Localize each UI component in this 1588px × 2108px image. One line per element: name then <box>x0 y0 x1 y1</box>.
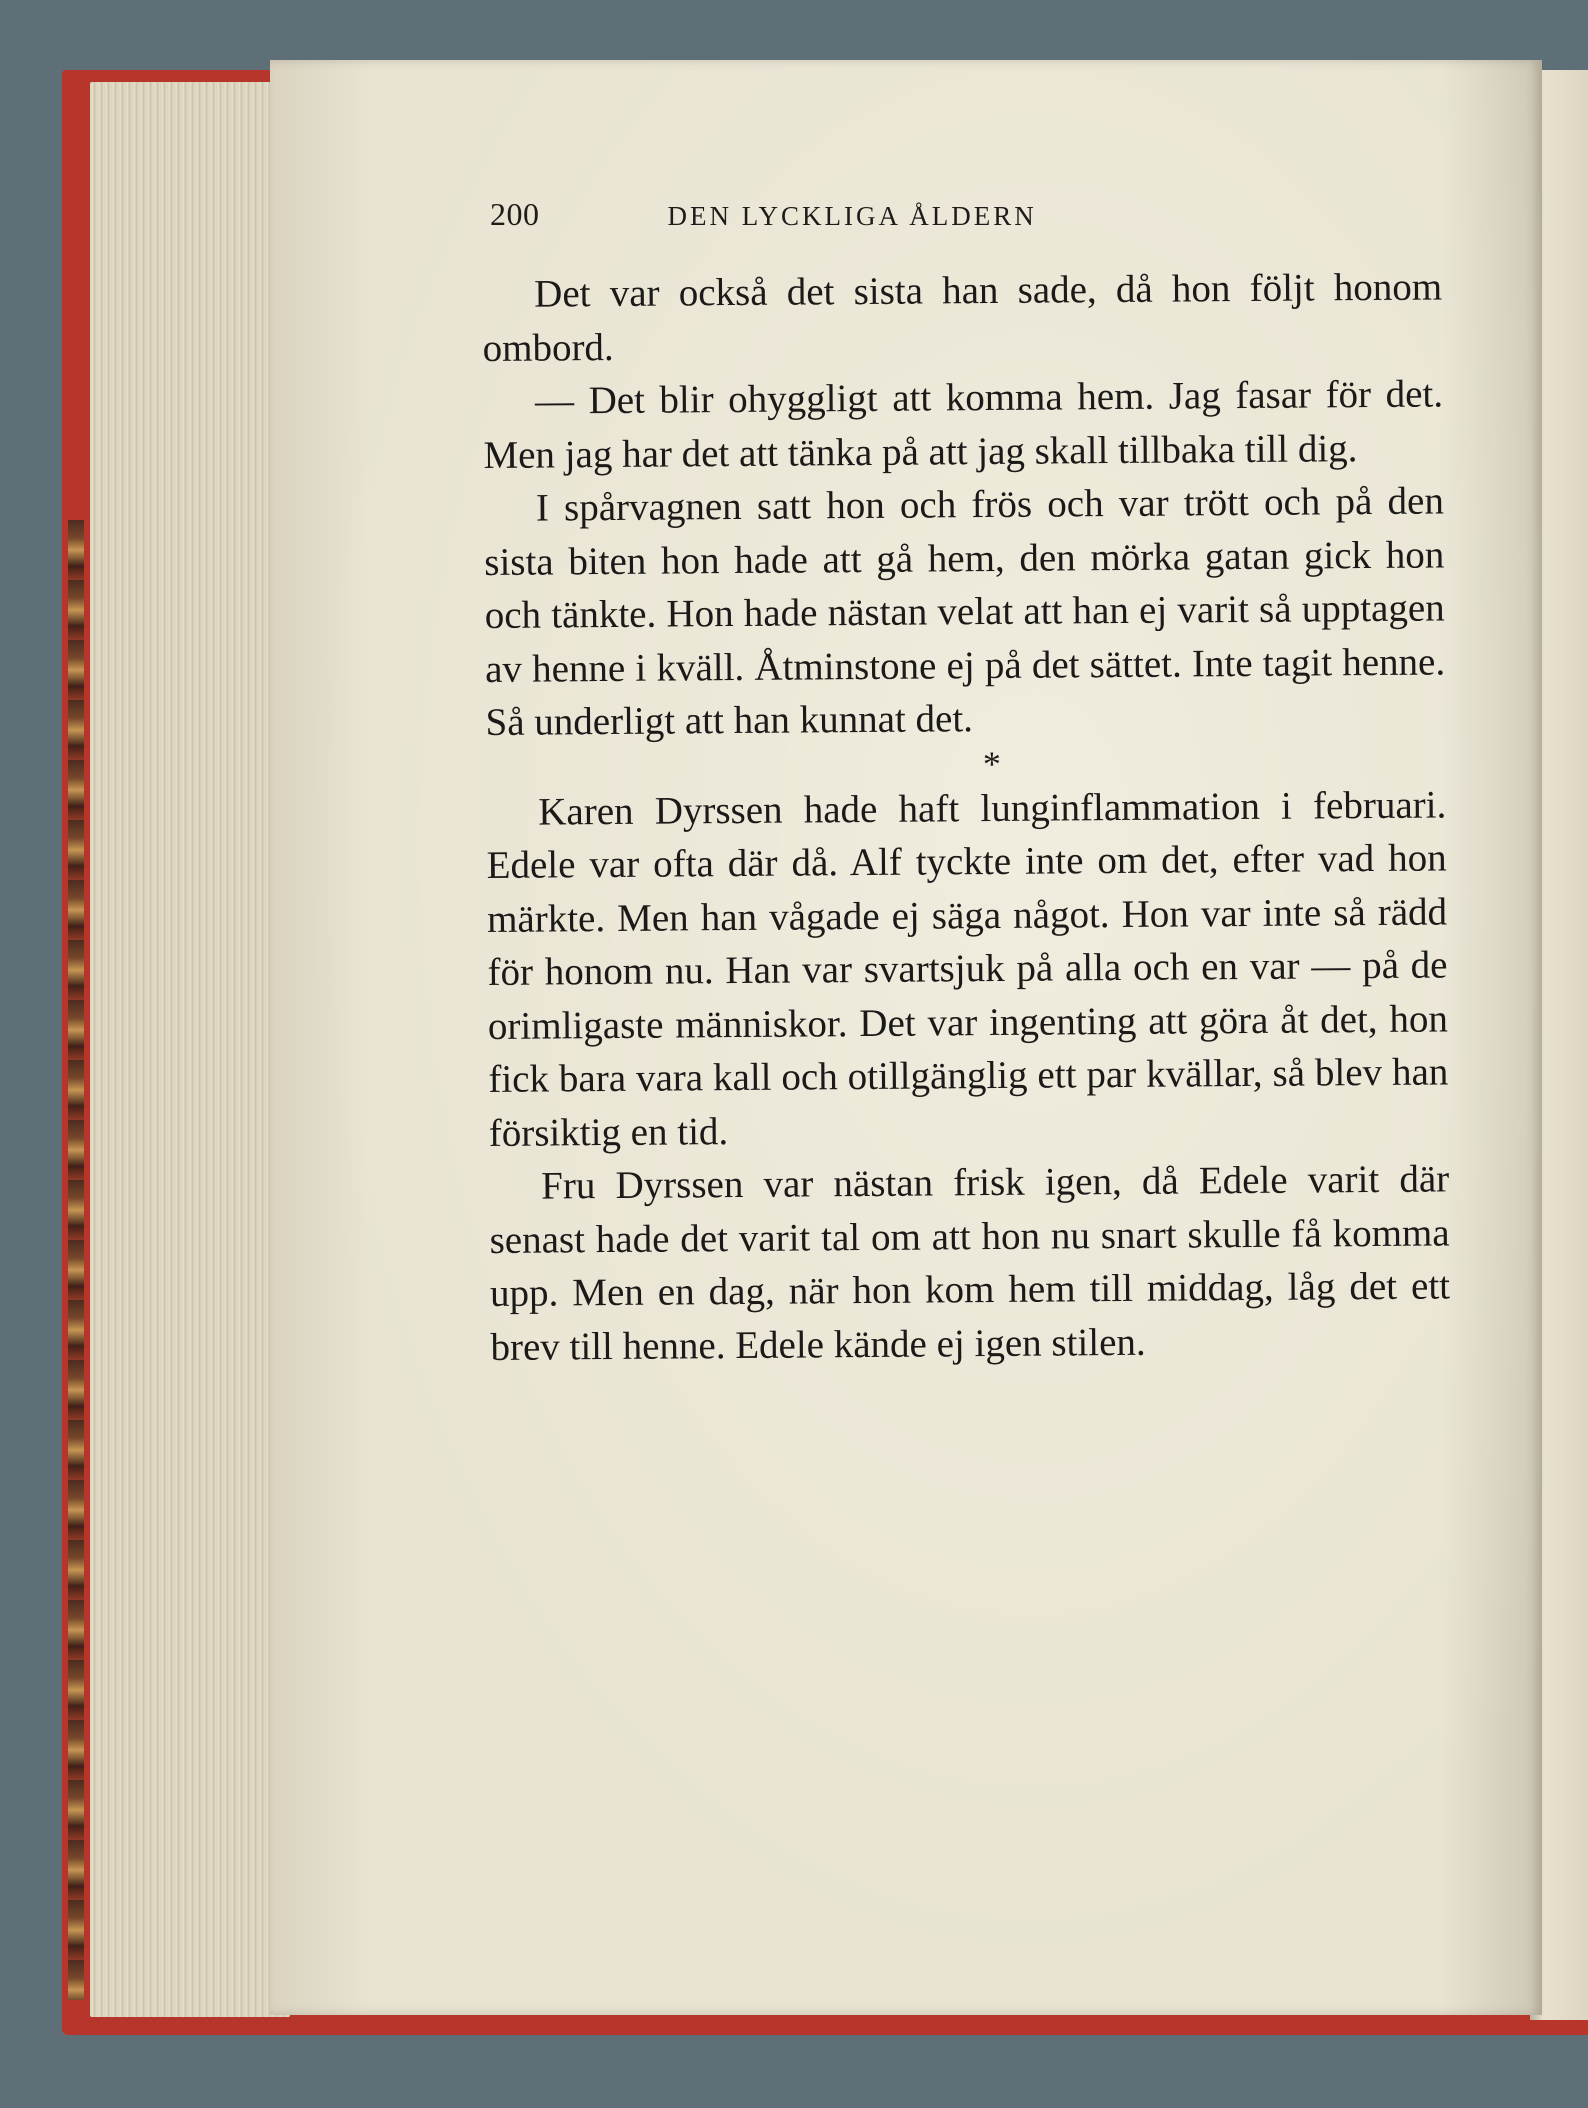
paragraph: Det var också det sista han sade, då hon följt honom ombord. <box>482 265 1443 370</box>
paragraph: — Det blir ohyggligt att komma hem. Jag fasar för det. Men jag har det att tänka på att jag skall tillbaka till dig. <box>483 372 1444 477</box>
paragraph: I spårvagnen satt hon och frös och var trött och på den sista biten hon hade att gå hem, den mörka gatan gick hon och tänkte. Hon hade nästan velat att han ej varit så upptagen av henne i kväll. Åtminstone ej på det sättet. Inte tagit henne. Så underligt att han kunnat det. <box>484 479 1446 744</box>
running-head <box>490 196 1210 233</box>
page-number: 200 <box>490 196 540 232</box>
body-text <box>482 260 1451 1374</box>
page-edges <box>90 82 290 2017</box>
paragraph: Fru Dyrssen var nästan frisk igen, då Edele varit där senast hade det varit tal om att hon nu snart skulle få komma upp. Men en dag, när hon kom hem till middag, låg det ett brev till henne. Edele kände ej igen stilen. <box>489 1157 1451 1369</box>
marbled-spine <box>68 520 84 2000</box>
running-title: DEN LYCKLIGA ÅLDERN <box>667 201 1037 231</box>
paragraph: Karen Dyrssen hade haft lunginflammation i februari. Edele var ofta där då. Alf tyckte inte om det, efter vad hon märkte. Men han vågade ej säga något. Hon var inte så rädd för honom nu. Han var svartsjuk på alla och en var — på de orimligaste människor. Det var ingenting att göra åt det, hon fick bara vara kall och otillgänglig ett par kvällar, så blev han försiktig en tid. <box>486 782 1449 1155</box>
section-separator: * <box>982 743 1002 784</box>
